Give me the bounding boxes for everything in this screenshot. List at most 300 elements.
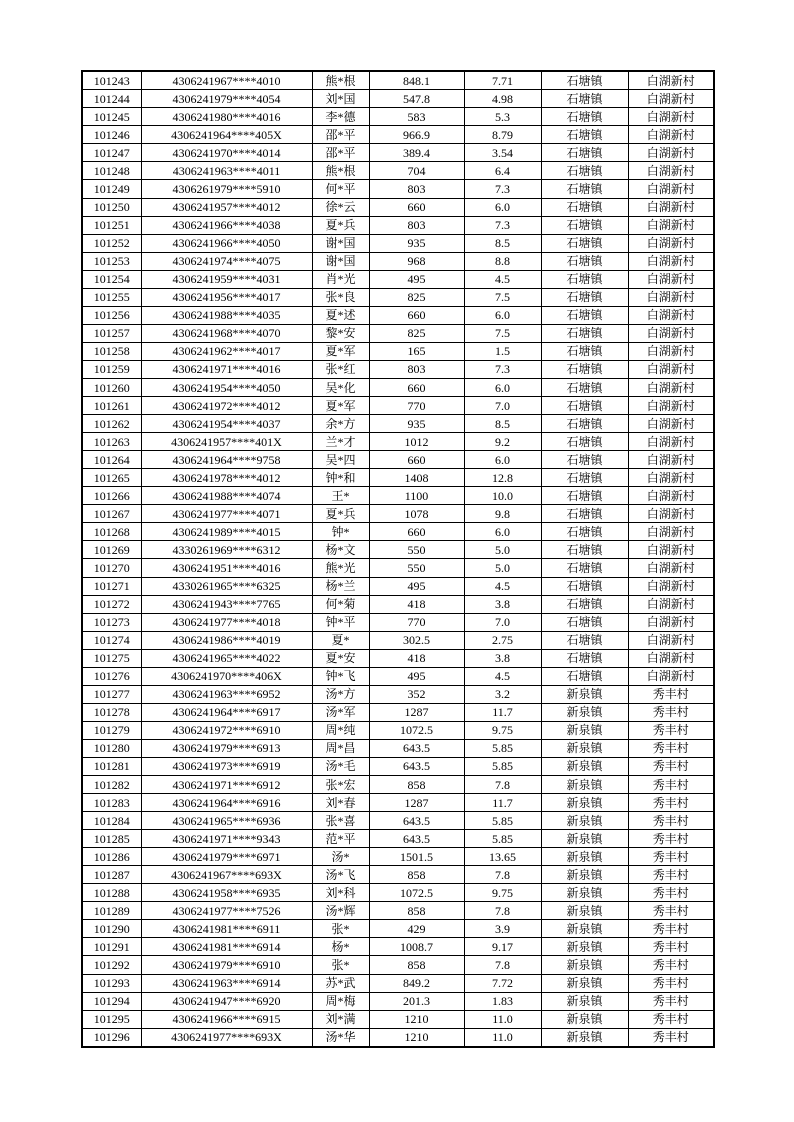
amount-cell: 704 [369,162,464,180]
village-cell: 秀丰村 [628,812,714,830]
town-cell: 新泉镇 [541,721,628,739]
masked-id-number-cell: 4306241964****9758 [141,451,312,469]
village-cell: 秀丰村 [628,739,714,757]
masked-id-number-cell: 4306241989****4015 [141,523,312,541]
record-id-cell: 101268 [82,523,141,541]
record-id-cell: 101245 [82,108,141,126]
masked-name-cell: 张*红 [312,360,369,378]
record-id-cell: 101272 [82,595,141,613]
masked-id-number-cell: 4306241970****406X [141,667,312,685]
table-row [82,397,714,415]
record-id-cell: 101263 [82,433,141,451]
amount-cell: 1501.5 [369,848,464,866]
masked-id-number-cell: 4306241978****4012 [141,469,312,487]
table-row [82,938,714,956]
table-row [82,451,714,469]
record-id-cell: 101269 [82,541,141,559]
record-id-cell: 101253 [82,252,141,270]
rate-cell: 11.0 [464,1010,541,1028]
masked-id-number-cell: 4306241979****6971 [141,848,312,866]
masked-id-number-cell: 4306241977****7526 [141,902,312,920]
masked-id-number-cell: 4330261965****6325 [141,577,312,595]
masked-name-cell: 周*昌 [312,739,369,757]
village-cell: 白湖新村 [628,559,714,577]
amount-cell: 770 [369,613,464,631]
amount-cell: 418 [369,595,464,613]
amount-cell: 1008.7 [369,938,464,956]
rate-cell: 11.7 [464,703,541,721]
record-id-cell: 101265 [82,469,141,487]
amount-cell: 1210 [369,1028,464,1047]
masked-name-cell: 邵*平 [312,144,369,162]
village-cell: 秀丰村 [628,974,714,992]
masked-name-cell: 刘*春 [312,794,369,812]
table-row [82,505,714,523]
rate-cell: 9.75 [464,884,541,902]
rate-cell: 5.3 [464,108,541,126]
masked-id-number-cell: 4306241966****4050 [141,234,312,252]
rate-cell: 5.85 [464,830,541,848]
rate-cell: 7.8 [464,776,541,794]
rate-cell: 7.3 [464,360,541,378]
village-cell: 秀丰村 [628,848,714,866]
record-id-cell: 101258 [82,342,141,360]
rate-cell: 6.0 [464,451,541,469]
record-id-cell: 101295 [82,1010,141,1028]
record-id-cell: 101288 [82,884,141,902]
village-cell: 白湖新村 [628,71,714,90]
rate-cell: 3.2 [464,685,541,703]
table-row [82,252,714,270]
rate-cell: 9.8 [464,505,541,523]
table-row [82,631,714,649]
amount-cell: 858 [369,902,464,920]
village-cell: 秀丰村 [628,830,714,848]
masked-name-cell: 张* [312,920,369,938]
masked-name-cell: 钟*和 [312,469,369,487]
table-row [82,721,714,739]
village-cell: 白湖新村 [628,180,714,198]
table-row [82,776,714,794]
village-cell: 秀丰村 [628,938,714,956]
town-cell: 新泉镇 [541,757,628,775]
masked-id-number-cell: 4306241965****6936 [141,812,312,830]
masked-name-cell: 钟* [312,523,369,541]
town-cell: 石塘镇 [541,631,628,649]
record-id-cell: 101270 [82,559,141,577]
amount-cell: 550 [369,541,464,559]
amount-cell: 1072.5 [369,721,464,739]
village-cell: 白湖新村 [628,667,714,685]
masked-id-number-cell: 4306241972****6910 [141,721,312,739]
masked-name-cell: 杨*兰 [312,577,369,595]
rate-cell: 1.5 [464,342,541,360]
rate-cell: 8.5 [464,234,541,252]
village-cell: 白湖新村 [628,288,714,306]
town-cell: 石塘镇 [541,595,628,613]
amount-cell: 660 [369,523,464,541]
table-row [82,649,714,667]
rate-cell: 5.0 [464,559,541,577]
record-id-cell: 101282 [82,776,141,794]
village-cell: 秀丰村 [628,920,714,938]
town-cell: 石塘镇 [541,667,628,685]
village-cell: 秀丰村 [628,902,714,920]
masked-name-cell: 谢*国 [312,234,369,252]
record-id-cell: 101260 [82,378,141,396]
village-cell: 白湖新村 [628,415,714,433]
record-id-cell: 101249 [82,180,141,198]
amount-cell: 547.8 [369,90,464,108]
masked-name-cell: 肖*光 [312,270,369,288]
table-row [82,487,714,505]
rate-cell: 10.0 [464,487,541,505]
masked-name-cell: 汤*华 [312,1028,369,1047]
town-cell: 新泉镇 [541,794,628,812]
masked-id-number-cell: 4306241957****4012 [141,198,312,216]
masked-id-number-cell: 4306241981****6911 [141,920,312,938]
town-cell: 石塘镇 [541,342,628,360]
table-row [82,974,714,992]
town-cell: 石塘镇 [541,577,628,595]
table-row [82,415,714,433]
rate-cell: 3.54 [464,144,541,162]
record-id-cell: 101275 [82,649,141,667]
table-row [82,1010,714,1028]
amount-cell: 1287 [369,703,464,721]
masked-name-cell: 张*良 [312,288,369,306]
record-id-cell: 101255 [82,288,141,306]
rate-cell: 5.85 [464,739,541,757]
table-row [82,757,714,775]
record-id-cell: 101294 [82,992,141,1010]
table-row [82,270,714,288]
record-id-cell: 101259 [82,360,141,378]
amount-cell: 643.5 [369,757,464,775]
amount-cell: 550 [369,559,464,577]
town-cell: 石塘镇 [541,505,628,523]
record-id-cell: 101251 [82,216,141,234]
village-cell: 秀丰村 [628,794,714,812]
table-row [82,144,714,162]
masked-id-number-cell: 4306241988****4035 [141,306,312,324]
masked-name-cell: 熊*根 [312,162,369,180]
amount-cell: 643.5 [369,739,464,757]
town-cell: 石塘镇 [541,126,628,144]
masked-name-cell: 汤*军 [312,703,369,721]
masked-name-cell: 熊*光 [312,559,369,577]
amount-cell: 165 [369,342,464,360]
rate-cell: 6.4 [464,162,541,180]
record-id-cell: 101261 [82,397,141,415]
table-row [82,956,714,974]
town-cell: 石塘镇 [541,378,628,396]
amount-cell: 803 [369,180,464,198]
town-cell: 石塘镇 [541,306,628,324]
masked-name-cell: 钟*飞 [312,667,369,685]
record-id-cell: 101266 [82,487,141,505]
table-row [82,198,714,216]
village-cell: 白湖新村 [628,613,714,631]
masked-name-cell: 吴*化 [312,378,369,396]
masked-id-number-cell: 4306241963****6914 [141,974,312,992]
masked-name-cell: 夏*述 [312,306,369,324]
village-cell: 秀丰村 [628,776,714,794]
village-cell: 白湖新村 [628,577,714,595]
village-cell: 秀丰村 [628,1028,714,1047]
rate-cell: 7.3 [464,216,541,234]
rate-cell: 5.85 [464,757,541,775]
records-tbody [82,71,714,1047]
village-cell: 白湖新村 [628,541,714,559]
masked-name-cell: 杨*文 [312,541,369,559]
amount-cell: 858 [369,866,464,884]
masked-id-number-cell: 4330261969****6312 [141,541,312,559]
village-cell: 白湖新村 [628,144,714,162]
village-cell: 秀丰村 [628,992,714,1010]
amount-cell: 660 [369,451,464,469]
town-cell: 新泉镇 [541,938,628,956]
rate-cell: 1.83 [464,992,541,1010]
table-row [82,71,714,90]
amount-cell: 825 [369,288,464,306]
masked-id-number-cell: 4306241971****4016 [141,360,312,378]
amount-cell: 1100 [369,487,464,505]
town-cell: 新泉镇 [541,866,628,884]
rate-cell: 6.0 [464,198,541,216]
masked-id-number-cell: 4306241968****4070 [141,324,312,342]
amount-cell: 803 [369,216,464,234]
table-row [82,902,714,920]
record-id-cell: 101273 [82,613,141,631]
masked-id-number-cell: 4306241979****6910 [141,956,312,974]
masked-id-number-cell: 4306241962****4017 [141,342,312,360]
masked-name-cell: 汤*毛 [312,757,369,775]
masked-name-cell: 汤*方 [312,685,369,703]
table-row [82,180,714,198]
town-cell: 石塘镇 [541,649,628,667]
record-id-cell: 101290 [82,920,141,938]
masked-id-number-cell: 4306241967****4010 [141,71,312,90]
village-cell: 白湖新村 [628,631,714,649]
masked-name-cell: 汤*飞 [312,866,369,884]
village-cell: 白湖新村 [628,90,714,108]
town-cell: 石塘镇 [541,613,628,631]
rate-cell: 8.79 [464,126,541,144]
village-cell: 白湖新村 [628,451,714,469]
town-cell: 石塘镇 [541,415,628,433]
record-id-cell: 101262 [82,415,141,433]
town-cell: 新泉镇 [541,884,628,902]
masked-id-number-cell: 4306241980****4016 [141,108,312,126]
record-id-cell: 101247 [82,144,141,162]
table-row [82,108,714,126]
village-cell: 白湖新村 [628,234,714,252]
village-cell: 白湖新村 [628,505,714,523]
town-cell: 石塘镇 [541,108,628,126]
masked-name-cell: 邵*平 [312,126,369,144]
amount-cell: 660 [369,378,464,396]
masked-name-cell: 熊*根 [312,71,369,90]
masked-id-number-cell: 4306241979****4054 [141,90,312,108]
record-id-cell: 101292 [82,956,141,974]
town-cell: 石塘镇 [541,541,628,559]
town-cell: 石塘镇 [541,180,628,198]
rate-cell: 7.5 [464,324,541,342]
table-row [82,920,714,938]
rate-cell: 3.8 [464,595,541,613]
masked-name-cell: 范*平 [312,830,369,848]
rate-cell: 12.8 [464,469,541,487]
record-id-cell: 101293 [82,974,141,992]
rate-cell: 11.7 [464,794,541,812]
record-id-cell: 101278 [82,703,141,721]
village-cell: 白湖新村 [628,306,714,324]
table-row [82,433,714,451]
rate-cell: 9.75 [464,721,541,739]
town-cell: 石塘镇 [541,397,628,415]
masked-name-cell: 夏*军 [312,342,369,360]
town-cell: 石塘镇 [541,144,628,162]
masked-name-cell: 王* [312,487,369,505]
masked-name-cell: 何*平 [312,180,369,198]
rate-cell: 9.17 [464,938,541,956]
record-id-cell: 101291 [82,938,141,956]
town-cell: 新泉镇 [541,920,628,938]
rate-cell: 9.2 [464,433,541,451]
masked-id-number-cell: 4306241963****4011 [141,162,312,180]
rate-cell: 8.8 [464,252,541,270]
masked-id-number-cell: 4306241988****4074 [141,487,312,505]
masked-name-cell: 张* [312,956,369,974]
amount-cell: 389.4 [369,144,464,162]
village-cell: 秀丰村 [628,956,714,974]
masked-name-cell: 张*喜 [312,812,369,830]
rate-cell: 7.8 [464,866,541,884]
record-id-cell: 101281 [82,757,141,775]
amount-cell: 935 [369,415,464,433]
town-cell: 新泉镇 [541,685,628,703]
masked-id-number-cell: 4306241964****6917 [141,703,312,721]
amount-cell: 660 [369,198,464,216]
masked-id-number-cell: 4306241959****4031 [141,270,312,288]
masked-id-number-cell: 4306241979****6913 [141,739,312,757]
town-cell: 新泉镇 [541,739,628,757]
town-cell: 石塘镇 [541,324,628,342]
record-id-cell: 101274 [82,631,141,649]
table-row [82,324,714,342]
town-cell: 石塘镇 [541,288,628,306]
masked-name-cell: 周*梅 [312,992,369,1010]
table-row [82,812,714,830]
village-cell: 白湖新村 [628,252,714,270]
town-cell: 石塘镇 [541,216,628,234]
masked-name-cell: 周*纯 [312,721,369,739]
town-cell: 新泉镇 [541,776,628,794]
masked-name-cell: 徐*云 [312,198,369,216]
town-cell: 石塘镇 [541,360,628,378]
rate-cell: 4.98 [464,90,541,108]
masked-id-number-cell: 4306261979****5910 [141,180,312,198]
masked-name-cell: 钟*平 [312,613,369,631]
masked-name-cell: 苏*武 [312,974,369,992]
rate-cell: 8.5 [464,415,541,433]
amount-cell: 1012 [369,433,464,451]
village-cell: 秀丰村 [628,721,714,739]
village-cell: 白湖新村 [628,108,714,126]
amount-cell: 418 [369,649,464,667]
masked-name-cell: 夏*兵 [312,505,369,523]
amount-cell: 643.5 [369,830,464,848]
amount-cell: 429 [369,920,464,938]
table-row [82,992,714,1010]
table-row [82,216,714,234]
masked-name-cell: 兰*才 [312,433,369,451]
amount-cell: 966.9 [369,126,464,144]
table-row [82,577,714,595]
record-id-cell: 101280 [82,739,141,757]
masked-name-cell: 刘*国 [312,90,369,108]
village-cell: 白湖新村 [628,523,714,541]
masked-id-number-cell: 4306241970****4014 [141,144,312,162]
amount-cell: 1210 [369,1010,464,1028]
table-row [82,848,714,866]
town-cell: 新泉镇 [541,902,628,920]
village-cell: 白湖新村 [628,487,714,505]
masked-id-number-cell: 4306241958****6935 [141,884,312,902]
village-cell: 白湖新村 [628,324,714,342]
masked-name-cell: 杨* [312,938,369,956]
town-cell: 石塘镇 [541,270,628,288]
table-row [82,469,714,487]
table-row [82,884,714,902]
village-cell: 白湖新村 [628,469,714,487]
village-cell: 白湖新村 [628,397,714,415]
amount-cell: 858 [369,956,464,974]
rate-cell: 7.3 [464,180,541,198]
masked-name-cell: 汤* [312,848,369,866]
village-cell: 白湖新村 [628,649,714,667]
table-row [82,559,714,577]
masked-id-number-cell: 4306241957****401X [141,433,312,451]
town-cell: 石塘镇 [541,252,628,270]
amount-cell: 1408 [369,469,464,487]
masked-id-number-cell: 4306241966****4038 [141,216,312,234]
rate-cell: 3.9 [464,920,541,938]
town-cell: 新泉镇 [541,812,628,830]
rate-cell: 7.8 [464,956,541,974]
village-cell: 白湖新村 [628,378,714,396]
record-id-cell: 101286 [82,848,141,866]
record-id-cell: 101276 [82,667,141,685]
amount-cell: 935 [369,234,464,252]
records-table [81,70,715,1048]
record-id-cell: 101284 [82,812,141,830]
masked-id-number-cell: 4306241965****4022 [141,649,312,667]
town-cell: 新泉镇 [541,992,628,1010]
table-row [82,703,714,721]
village-cell: 白湖新村 [628,216,714,234]
amount-cell: 660 [369,306,464,324]
masked-id-number-cell: 4306241954****4050 [141,378,312,396]
masked-name-cell: 夏*兵 [312,216,369,234]
town-cell: 新泉镇 [541,703,628,721]
amount-cell: 968 [369,252,464,270]
town-cell: 石塘镇 [541,559,628,577]
table-row [82,685,714,703]
rate-cell: 3.8 [464,649,541,667]
town-cell: 石塘镇 [541,469,628,487]
